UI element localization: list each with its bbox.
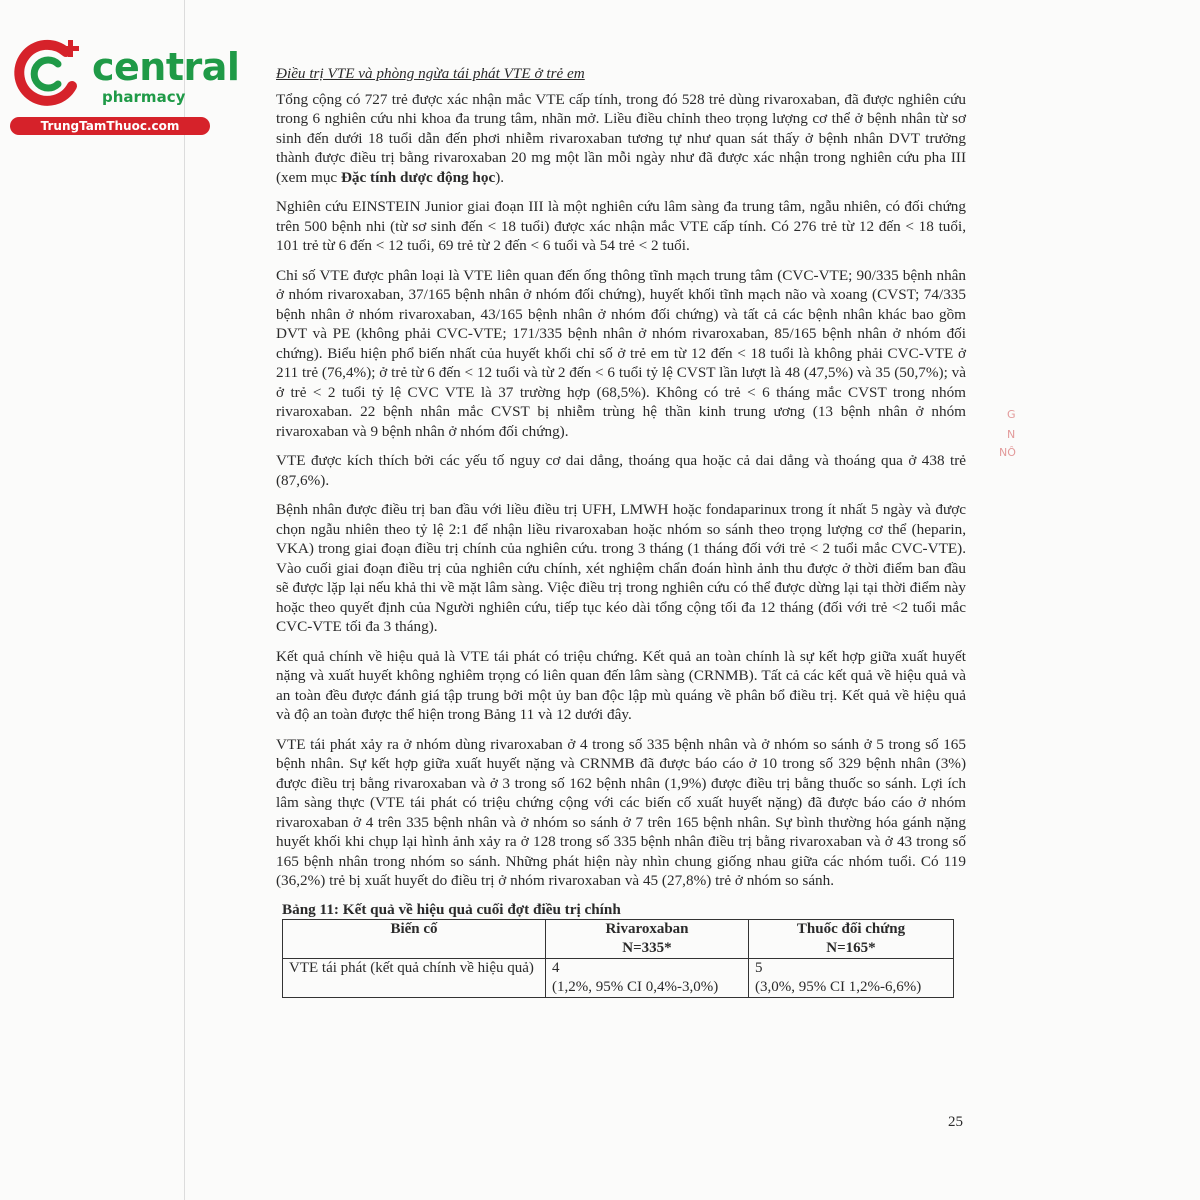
table-header-comparator <box>749 919 954 958</box>
logo-site-url[interactable]: TrungTamThuoc.com <box>10 117 210 135</box>
paragraph-1-text-a: Tổng cộng có 727 trẻ được xác nhận mắc VTE cấp tính, trong đó 528 trẻ dùng rivaroxaban, đã được nghiên cứu trong 6 nghiên cứu nhi khoa đa trung tâm, nhãn mở. Liều điều chỉnh theo trọng lượng cơ thể ở bệnh nhân từ sơ sinh đến dưới 18 tuổi dẫn đến phơi nhiễm rivaroxaban tương tự như quan sát thấy ở bệnh nhân DVT trưởng thành được điều trị bằng rivaroxaban 20 mg một lần mỗi ngày như đã được xác nhận trong nghiên cứu pha III (xem mục <box>276 90 966 186</box>
cell-comparator <box>749 958 954 997</box>
table-header-rivaroxaban <box>546 919 749 958</box>
header-riva-n: N=335* <box>622 939 672 956</box>
paragraph-1-text-b: ). <box>495 168 505 186</box>
red-stamp-fragment <box>985 362 1030 512</box>
page-number: 25 <box>948 1114 963 1130</box>
cell-rivaroxaban <box>546 958 749 997</box>
cell-riva-detail: (1,2%, 95% CI 0,4%-3,0%) <box>552 978 719 995</box>
header-event-label: Biến cố <box>390 920 438 937</box>
document-body <box>276 64 966 998</box>
logo-brand-text: central <box>92 45 240 89</box>
paragraph-5: Bệnh nhân được điều trị ban đầu với liều điều trị UFH, LMWH hoặc fondaparinux trong ít nhất 5 ngày và được chọn ngẫu nhiên theo tỷ lệ 2:1 để nhận liều rivaroxaban hoặc nhóm so sánh theo trọng lượng cơ thể (heparin, VKA) trong giai đoạn điều trị chính của nghiên cứu. trong 3 tháng (1 tháng đối với trẻ < 2 tuổi mắc CVC-VTE). Vào cuối giai đoạn điều trị của nghiên cứu chính, xét nghiệm chẩn đoán hình ảnh thu được ở thời điểm ban đầu sẽ được lặp lại nếu khả thi về mặt lâm sàng. Việc điều trị trong nghiên cứu có thể được dừng lại tại thời điểm này hoặc theo quyết định của Người nghiên cứu, tiếp tục kéo dài tổng cộng tối đa 12 tháng (đối với trẻ <2 tuổi mắc CVC-VTE tối đa 3 tháng). <box>276 501 966 635</box>
stamp-text-1: G <box>1007 408 1016 421</box>
logo-c-icon <box>10 38 90 110</box>
logo-sub-text: pharmacy <box>102 88 186 106</box>
stamp-text-3: NÔ <box>999 446 1016 459</box>
cell-riva-n: 4 <box>552 959 560 976</box>
cell-comp-n: 5 <box>755 959 763 976</box>
table-header-event <box>283 919 546 958</box>
efficacy-table <box>282 919 954 998</box>
paragraph-1 <box>276 90 966 188</box>
table-row <box>283 958 954 997</box>
stamp-text-2: N <box>1007 428 1016 441</box>
central-pharmacy-logo[interactable] <box>10 38 240 138</box>
section-heading: Điều trị VTE và phòng ngừa tái phát VTE ở trẻ em <box>276 65 585 82</box>
header-riva-label: Rivaroxaban <box>605 920 689 937</box>
paragraph-6: Kết quả chính về hiệu quả là VTE tái phát có triệu chứng. Kết quả an toàn chính là sự kết hợp giữa xuất huyết nặng và xuất huyết không nghiêm trọng có liên quan đến lâm sàng (CRNMB). Tất cả các kết quả về hiệu quả và an toàn đều được đánh giá tập trung bởi một ủy ban độc lập mù quáng về phân bổ điều trị. Kết quả về hiệu quả và độ an toàn được thể hiện trong Bảng 11 và 12 dưới đây. <box>276 647 966 723</box>
table-header-row <box>283 919 954 958</box>
header-comp-label: Thuốc đối chứng <box>796 920 906 937</box>
page-fold-line <box>184 0 185 1200</box>
cell-event: VTE tái phát (kết quả chính về hiệu quả) <box>283 958 546 997</box>
table-title: Bảng 11: Kết quả về hiệu quả cuối đợt điều trị chính <box>282 900 621 918</box>
paragraph-4: VTE được kích thích bởi các yếu tố nguy cơ dai dẳng, thoáng qua hoặc cả dai dẳng và thoáng qua ở 438 trẻ (87,6%). <box>276 452 966 489</box>
paragraph-2: Nghiên cứu EINSTEIN Junior giai đoạn III là một nghiên cứu lâm sàng đa trung tâm, ngẫu nhiên, có đối chứng trên 500 bệnh nhi (từ sơ sinh đến < 18 tuổi) được xác nhận mắc VTE cấp tính. Có 276 trẻ từ 12 đến < 18 tuổi, 101 trẻ từ 6 đến < 12 tuổi, 69 trẻ từ 2 đến < 6 tuổi và 54 trẻ < 2 tuổi. <box>276 198 966 254</box>
paragraph-1-bold-ref: Đặc tính dược động học <box>340 168 496 186</box>
header-comp-n: N=165* <box>826 939 876 956</box>
cell-comp-detail: (3,0%, 95% CI 1,2%-6,6%) <box>755 978 922 995</box>
paragraph-3: Chỉ số VTE được phân loại là VTE liên quan đến ống thông tĩnh mạch trung tâm (CVC-VTE; 90/335 bệnh nhân ở nhóm rivaroxaban, 37/165 bệnh nhân ở nhóm đối chứng), huyết khối tĩnh mạch não và xoang (CVST; 74/335 bệnh nhân ở nhóm rivaroxaban, 43/165 bệnh nhân ở nhóm đối chứng) và tất cả các bệnh nhân khác bao gồm DVT và PE (không phải CVC-VTE; 171/335 bệnh nhân ở nhóm rivaroxaban, 85/165 bệnh nhân ở nhóm đối chứng). Biểu hiện phổ biến nhất của huyết khối chỉ số ở trẻ em từ 12 đến < 18 tuổi là không phải CVC-VTE ở 211 trẻ (76,4%); ở trẻ từ 6 đến < 12 tuổi và từ 2 đến < 6 tuổi tỷ lệ CVST lần lượt là 48 (47,5%) và 35 (50,7%); và ở trẻ < 2 tuổi tỷ lệ CVC VTE là 37 trường hợp (68,5%). Không có trẻ < 6 tháng mắc CVST trong nhóm rivaroxaban. 22 bệnh nhân mắc CVST bị nhiễm trùng hệ thần kinh trung ương (13 bệnh nhân ở nhóm rivaroxaban và 9 bệnh nhân ở nhóm đối chứng). <box>276 266 966 440</box>
paragraph-7: VTE tái phát xảy ra ở nhóm dùng rivaroxaban ở 4 trong số 335 bệnh nhân và ở nhóm so sánh ở 5 trong số 165 bệnh nhân. Sự kết hợp giữa xuất huyết nặng và CRNMB đã được báo cáo ở 10 trong số 329 bệnh nhân (3%) được điều trị bằng rivaroxaban và ở 3 trong số 162 bệnh nhân (1,9%) được điều trị bằng thuốc so sánh. Lợi ích lâm sàng thực (VTE tái phát có triệu chứng cộng với các biến cố xuất huyết nặng) đã được báo cáo ở nhóm rivaroxaban ở 4 trên 335 bệnh nhân và ở nhóm so sánh ở 7 trên 165 bệnh nhân. Sự bình thường hóa gánh nặng huyết khối khi chụp lại hình ảnh xảy ra ở 128 trong số 335 bệnh nhân điều trị bằng rivaroxaban và ở 43 trong số 165 bệnh nhân trong nhóm so sánh. Những phát hiện này nhìn chung giống nhau giữa các nhóm tuổi. Có 119 (36,2%) trẻ bị xuất huyết do điều trị ở nhóm rivaroxaban và 45 (27,8%) trẻ ở nhóm so sánh. <box>276 735 966 889</box>
